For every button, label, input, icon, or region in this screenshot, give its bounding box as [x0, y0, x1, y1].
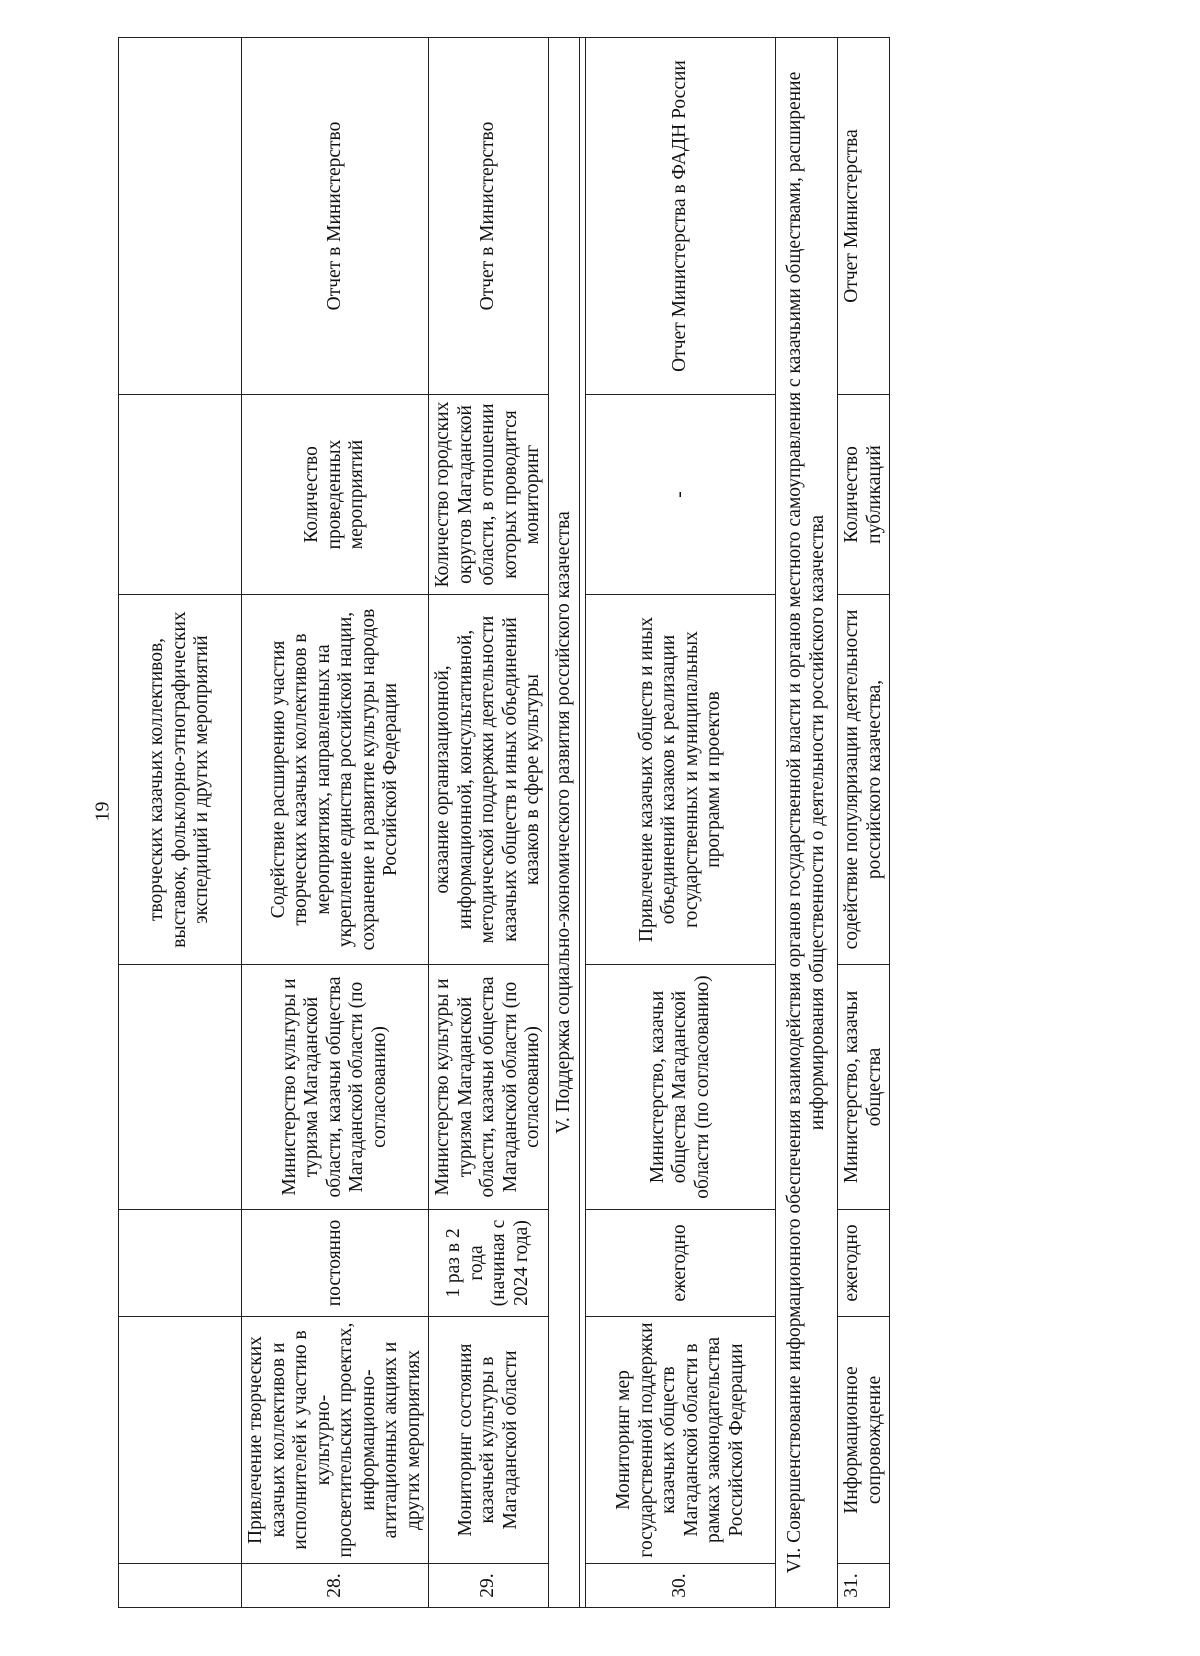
- report-form: Отчет в Министерство: [429, 38, 549, 395]
- executors: Министерство, казачьи общества Магаданской области (по согласованию): [586, 965, 776, 1210]
- executors: Министерство, казачьи общества: [838, 965, 890, 1210]
- row-number: 29.: [429, 1564, 549, 1608]
- report-form: Отчет Министерства в ФАДН России: [586, 38, 776, 395]
- deadline: 1 раз в 2 года (начиная с 2024 года): [429, 1210, 549, 1317]
- executors: Министерство культуры и туризма Магаданской области, казачьи общества Магаданской области (по согласованию): [242, 965, 429, 1210]
- expected-results: содействие популяризации деятельности российского казачества,: [838, 595, 890, 965]
- table-row-29: [429, 38, 549, 1608]
- report-form: Отчет Министерства: [838, 38, 890, 395]
- executors: [119, 965, 242, 1210]
- event-name: Мониторинг мер государственной поддержки казачьих обществ Магаданской области в рамках законодательства Российской Федерации: [586, 1317, 776, 1564]
- plan-table: [118, 37, 890, 1608]
- table-row-28: [242, 38, 429, 1608]
- row-number: 30.: [586, 1564, 776, 1608]
- row-number: [119, 1564, 242, 1608]
- indicator: Количество городских округов Магаданской области, в отношении которых проводится мониторинг: [429, 395, 549, 595]
- deadline: постоянно: [242, 1210, 429, 1317]
- expected-results: оказание организационной, информационной, консультативной, методической поддержки деятельности казачьих обществ и иных объединений казаков в сфере культуры: [429, 595, 549, 965]
- report-form: Отчет в Министерство: [242, 38, 429, 395]
- expected-results: творческих казачьих коллективов, выставок, фольклорно-этнографических экспедиций и других мероприятий: [119, 595, 242, 965]
- deadline: ежегодно: [586, 1210, 776, 1317]
- event-name: Мониторинг состояния казачьей культуры в Магаданской области: [429, 1317, 549, 1564]
- table-row-31: [838, 38, 890, 1608]
- row-number: 31.: [838, 1564, 890, 1608]
- indicator: Количество публикаций: [838, 395, 890, 595]
- indicator: [119, 395, 242, 595]
- deadline: ежегодно: [838, 1210, 890, 1317]
- rotated-page-content: [118, 38, 1093, 1608]
- deadline: [119, 1210, 242, 1317]
- expected-results: Содействие расширению участия творческих казачьих коллективов в мероприятиях, направленных на укрепление единства российской нации, сохранение и развитие культуры народов Российской Федерации: [242, 595, 429, 965]
- section-title: V. Поддержка социально-экономического развития российского казачества: [548, 38, 580, 1608]
- report-form: [119, 38, 242, 395]
- table-row-30: [586, 38, 776, 1608]
- section-header-v: [548, 38, 580, 1608]
- table-row-continued: [119, 38, 242, 1608]
- executors: Министерство культуры и туризма Магаданской области, казачьи общества Магаданской области (по согласованию): [429, 965, 549, 1210]
- section-title: VI. Совершенствование информационного обеспечения взаимодействия органов государственной власти и органов местного самоуправления с казачьими обществами, расширение информирования общественности о деятельности российского казачества: [776, 38, 838, 1608]
- section-header-vi: [776, 38, 838, 1608]
- expected-results: Привлечение казачьих обществ и иных объединений казаков к реализации государственных и муниципальных программ и проектов: [586, 595, 776, 965]
- indicator: -: [586, 395, 776, 595]
- event-name: Информационное сопровождение: [838, 1317, 890, 1564]
- row-number: 28.: [242, 1564, 429, 1608]
- page-number: 19: [91, 801, 114, 822]
- event-name: [119, 1317, 242, 1564]
- event-name: Привлечение творческих казачьих коллективов и исполнителей к участию в культурно-просветительских проектах, информационно-агитационных акциях и других мероприятиях: [242, 1317, 429, 1564]
- indicator: Количество проведенных мероприятий: [242, 395, 429, 595]
